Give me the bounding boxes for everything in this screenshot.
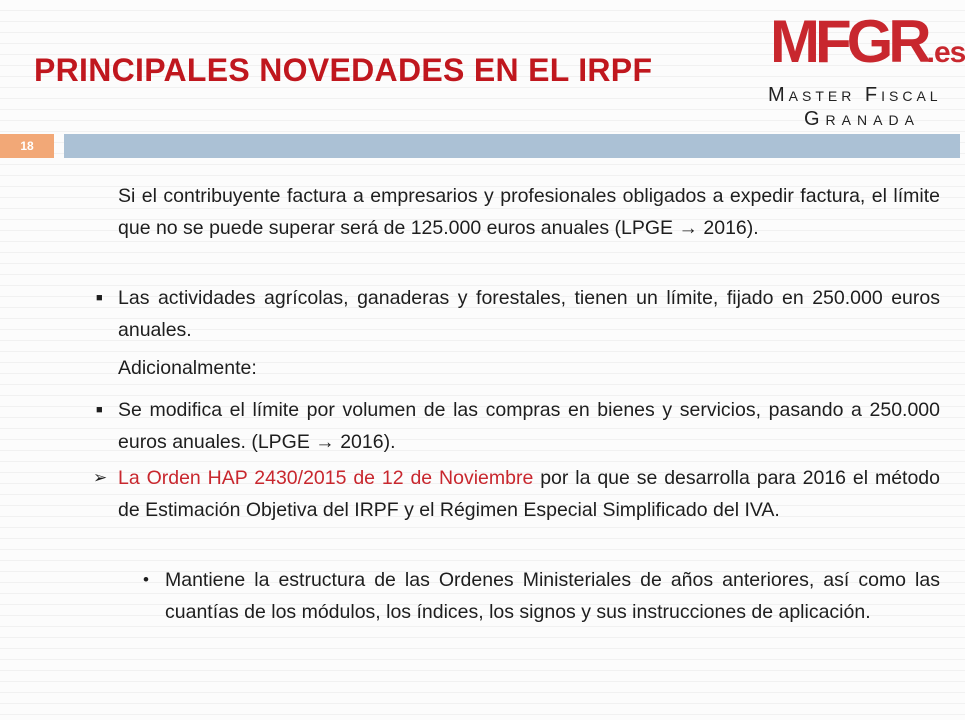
paragraph-orden-hap <box>118 462 940 526</box>
black-square-icon: ■ <box>96 404 103 416</box>
bullet-dot-icon: • <box>143 570 149 589</box>
paragraph-additionally: Adicionalmente: <box>118 357 257 379</box>
arrow-right-icon: ➢ <box>93 468 108 487</box>
paragraph-agricultural-limit: Las actividades agrícolas, ganaderas y forestales, tienen un límite, fijado en 250.000 euros anuales. <box>118 287 940 341</box>
page-title: PRINCIPALES NOVEDADES EN EL IRPF <box>34 52 653 88</box>
logo-tagline-1: Master Fiscal <box>768 84 942 106</box>
paragraph-purchases-limit: Se modifica el límite por volumen de las compras en bienes y servicios, pasando a 250.000 euros anuales. (LPGE → 2016). <box>118 399 940 453</box>
logo-main-text: MFGR <box>770 8 927 75</box>
paragraph-mantiene-estructura: Mantiene la estructura de las Ordenes Ministeriales de años anteriores, así como las cuantías de los módulos, los índices, los signos y sus instrucciones de aplicación. <box>165 569 940 623</box>
black-square-icon: ■ <box>96 292 103 304</box>
orden-hap-description: por la que se desarrolla para 2016 el método de Estimación Objetiva del IRPF y el Régimen Especial Simplificado del IVA. <box>118 467 940 521</box>
slide-number-badge: 18 <box>0 134 54 158</box>
logo-suffix: .es <box>926 36 965 69</box>
logo-tagline-2: Granada <box>804 108 920 130</box>
orden-hap-reference: La Orden HAP 2430/2015 de 12 de Noviembre <box>118 467 534 489</box>
paragraph-limit-125000: Si el contribuyente factura a empresarios y profesionales obligados a expedir factura, el límite que no se puede superar será de 125.000 euros anuales (LPGE → 2016). <box>118 185 940 239</box>
